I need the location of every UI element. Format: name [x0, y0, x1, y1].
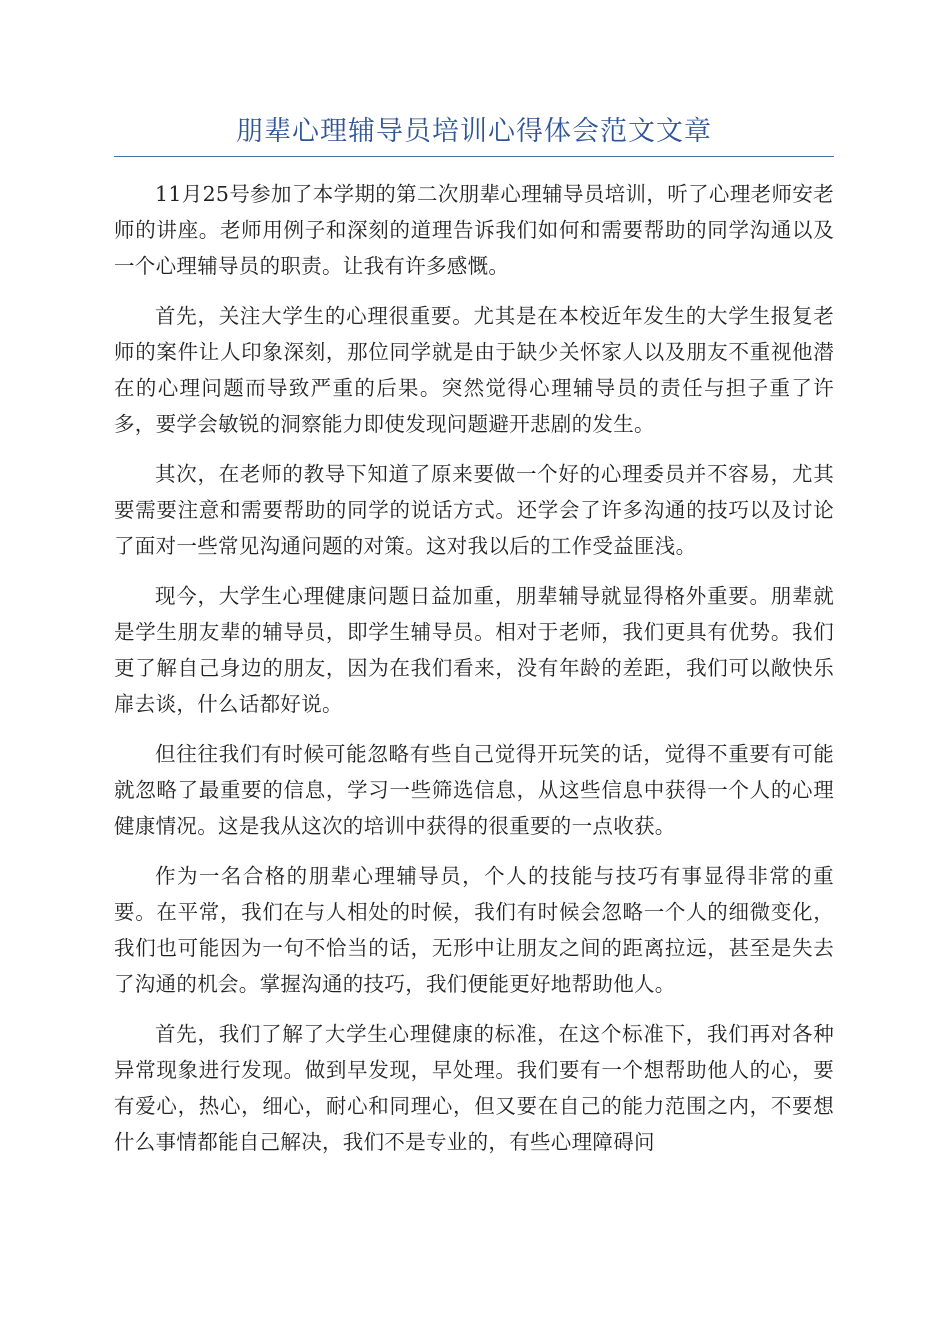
- paragraph-4: 现今，大学生心理健康问题日益加重，朋辈辅导就显得格外重要。朋辈就是学生朋友辈的辅导员，即学生辅导员。相对于老师，我们更具有优势。我们更了解自己身边的朋友，因为在我们看来，没有年龄的差距，我们可以敞快乐扉去谈，什么话都好说。: [114, 584, 834, 716]
- paragraph-3: 其次，在老师的教导下知道了原来要做一个好的心理委员并不容易，尤其要需要注意和需要帮助的同学的说话方式。还学会了许多沟通的技巧以及讨论了面对一些常见沟通问题的对策。这对我以后的工作受益匪浅。: [114, 462, 834, 558]
- paragraph-2: 首先，关注大学生的心理很重要。尤其是在本校近年发生的大学生报复老师的案件让人印象深刻，那位同学就是由于缺少关怀家人以及朋友不重视他潜在的心理问题而导致严重的后果。突然觉得心理辅导员的责任与担子重了许多，要学会敏锐的洞察能力即使发现问题避开悲剧的发生。: [114, 304, 834, 436]
- document-title: 朋辈心理辅导员培训心得体会范文文章: [236, 116, 712, 147]
- document-body: [114, 176, 834, 1174]
- paragraph-7: 首先，我们了解了大学生心理健康的标准，在这个标准下，我们再对各种异常现象进行发现。做到早发现，早处理。我们要有一个想帮助他人的心，要有爱心，热心，细心，耐心和同理心，但又要在自己的能力范围之内，不要想什么事情都能自己解决，我们不是专业的，有些心理障碍问: [114, 1022, 834, 1154]
- paragraph-6: 作为一名合格的朋辈心理辅导员，个人的技能与技巧有事显得非常的重要。在平常，我们在与人相处的时候，我们有时候会忽略一个人的细微变化，我们也可能因为一句不恰当的话，无形中让朋友之间的距离拉远，甚至是失去了沟通的机会。掌握沟通的技巧，我们便能更好地帮助他人。: [114, 864, 834, 996]
- title-block: [114, 112, 834, 157]
- paragraph-1: 11月25号参加了本学期的第二次朋辈心理辅导员培训，听了心理老师安老师的讲座。老师用例子和深刻的道理告诉我们如何和需要帮助的同学沟通以及一个心理辅导员的职责。让我有许多感慨。: [114, 182, 834, 278]
- paragraph-5: 但往往我们有时候可能忽略有些自己觉得开玩笑的话，觉得不重要有可能就忽略了最重要的信息，学习一些筛选信息，从这些信息中获得一个人的心理健康情况。这是我从这次的培训中获得的很重要的一点收获。: [114, 742, 834, 838]
